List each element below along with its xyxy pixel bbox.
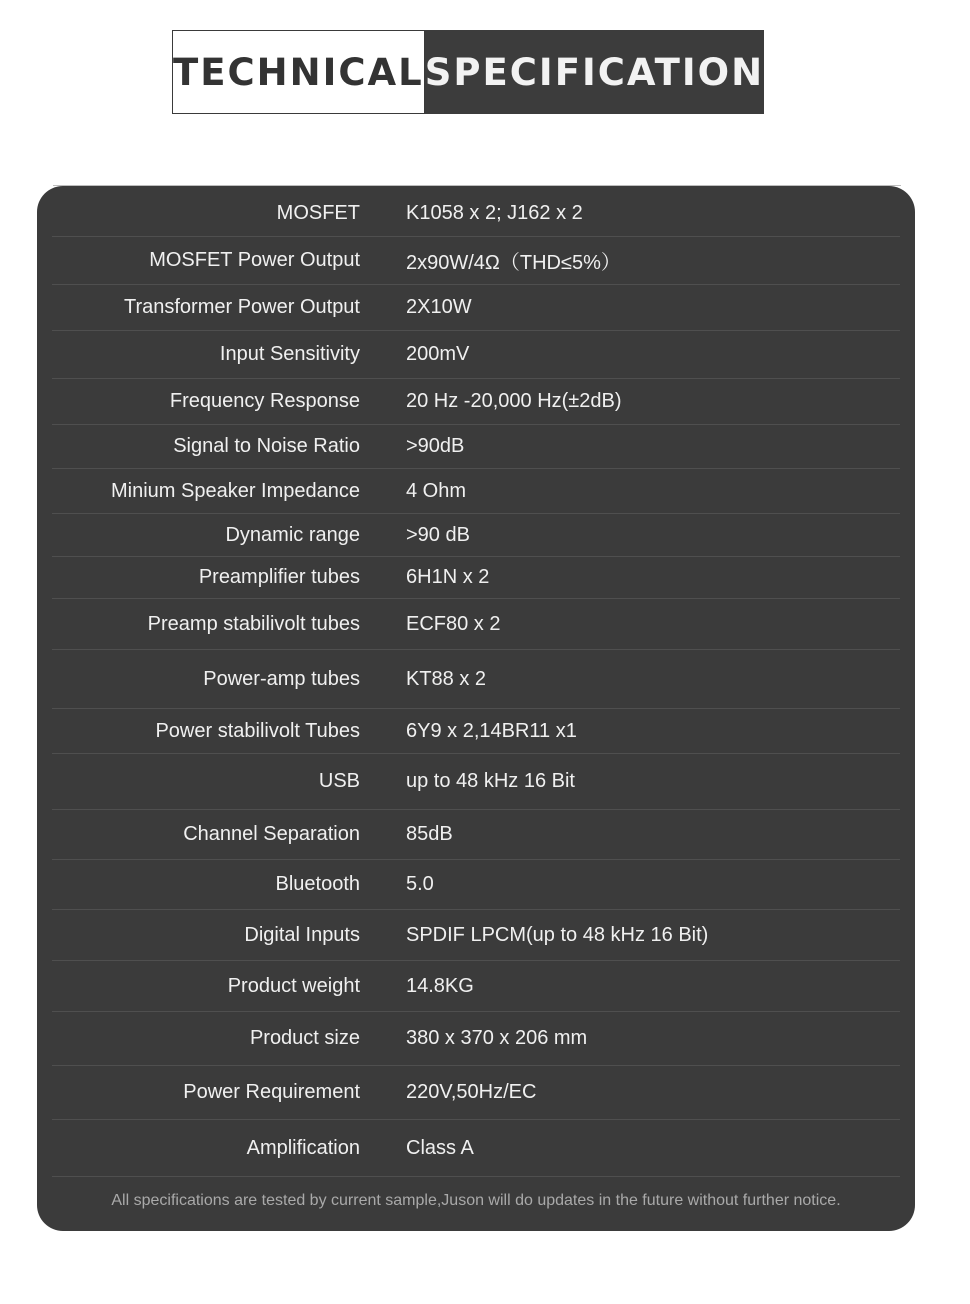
spec-value: 200mV <box>406 343 470 365</box>
spec-row <box>52 514 900 557</box>
spec-label: Power-amp tubes <box>203 667 360 690</box>
spec-table <box>52 190 900 1177</box>
spec-value: 20 Hz -20,000 Hz(±2dB) <box>406 390 622 412</box>
spec-row <box>52 910 900 961</box>
spec-label: Transformer Power Output <box>123 296 360 318</box>
spec-value: SPDIF LPCM(up to 48 kHz 16 Bit) <box>406 923 709 946</box>
title-specification: SPECIFICATION <box>425 30 764 114</box>
spec-row <box>52 810 900 860</box>
spec-value: >90 dB <box>406 523 470 546</box>
spec-label: MOSFET Power Output <box>149 249 360 271</box>
spec-label: Preamplifier tubes <box>198 566 360 588</box>
spec-row <box>52 285 900 331</box>
spec-label: Input Sensitivity <box>219 343 360 365</box>
spec-row <box>52 650 900 709</box>
spec-row <box>52 469 900 514</box>
spec-value: 2x90W/4Ω（THD≤5%） <box>406 252 621 274</box>
spec-value: ECF80 x 2 <box>406 612 501 635</box>
spec-value: >90dB <box>406 435 465 457</box>
spec-row <box>52 1012 900 1066</box>
spec-label: Power Requirement <box>183 1081 360 1103</box>
spec-value: 220V,50Hz/EC <box>406 1081 537 1103</box>
spec-row <box>52 754 900 810</box>
spec-value: 2X10W <box>406 296 472 318</box>
spec-label: Frequency Response <box>169 390 360 412</box>
spec-value: KT88 x 2 <box>406 667 487 690</box>
disclaimer-note: All specifications are tested by current sample,Juson will do updates in the future without further notice. <box>111 1192 841 1209</box>
spec-label: Minium Speaker Impedance <box>110 479 360 502</box>
spec-row <box>52 709 900 754</box>
spec-label: Channel Separation <box>183 823 360 845</box>
spec-label: Digital Inputs <box>244 923 360 946</box>
spec-label: Preamp stabilivolt tubes <box>147 612 360 635</box>
spec-row <box>52 860 900 910</box>
spec-value: 380 x 370 x 206 mm <box>406 1027 588 1049</box>
spec-value: 6H1N x 2 <box>406 566 490 588</box>
spec-row <box>52 599 900 650</box>
spec-value: 5.0 <box>406 873 434 895</box>
spec-label: USB <box>318 770 360 792</box>
spec-row <box>52 557 900 599</box>
spec-value: up to 48 kHz 16 Bit <box>406 770 575 792</box>
spec-label: MOSFET <box>276 201 360 224</box>
spec-value: 85dB <box>406 823 453 845</box>
title-technical: TECHNICAL <box>172 30 425 114</box>
spec-row <box>52 331 900 379</box>
spec-value: 14.8KG <box>406 974 474 997</box>
spec-row <box>52 190 900 237</box>
spec-row <box>52 1120 900 1177</box>
spec-row <box>52 379 900 425</box>
spec-row <box>52 1066 900 1120</box>
spec-value: 4 Ohm <box>406 479 467 502</box>
spec-value: K1058 x 2; J162 x 2 <box>406 201 583 224</box>
spec-label: Dynamic range <box>225 523 360 546</box>
page-title <box>172 30 765 114</box>
spec-row <box>52 237 900 285</box>
spec-row <box>52 961 900 1012</box>
spec-label: Bluetooth <box>275 873 360 895</box>
spec-value: Class A <box>406 1136 474 1159</box>
divider <box>53 185 901 186</box>
spec-label: Power stabilivolt Tubes <box>155 719 360 742</box>
spec-row <box>52 425 900 469</box>
spec-value: 6Y9 x 2,14BR11 x1 <box>406 719 577 742</box>
spec-label: Product weight <box>227 974 360 997</box>
spec-label: Product size <box>249 1027 360 1049</box>
spec-label: Signal to Noise Ratio <box>173 435 360 457</box>
spec-label: Amplification <box>246 1136 360 1159</box>
